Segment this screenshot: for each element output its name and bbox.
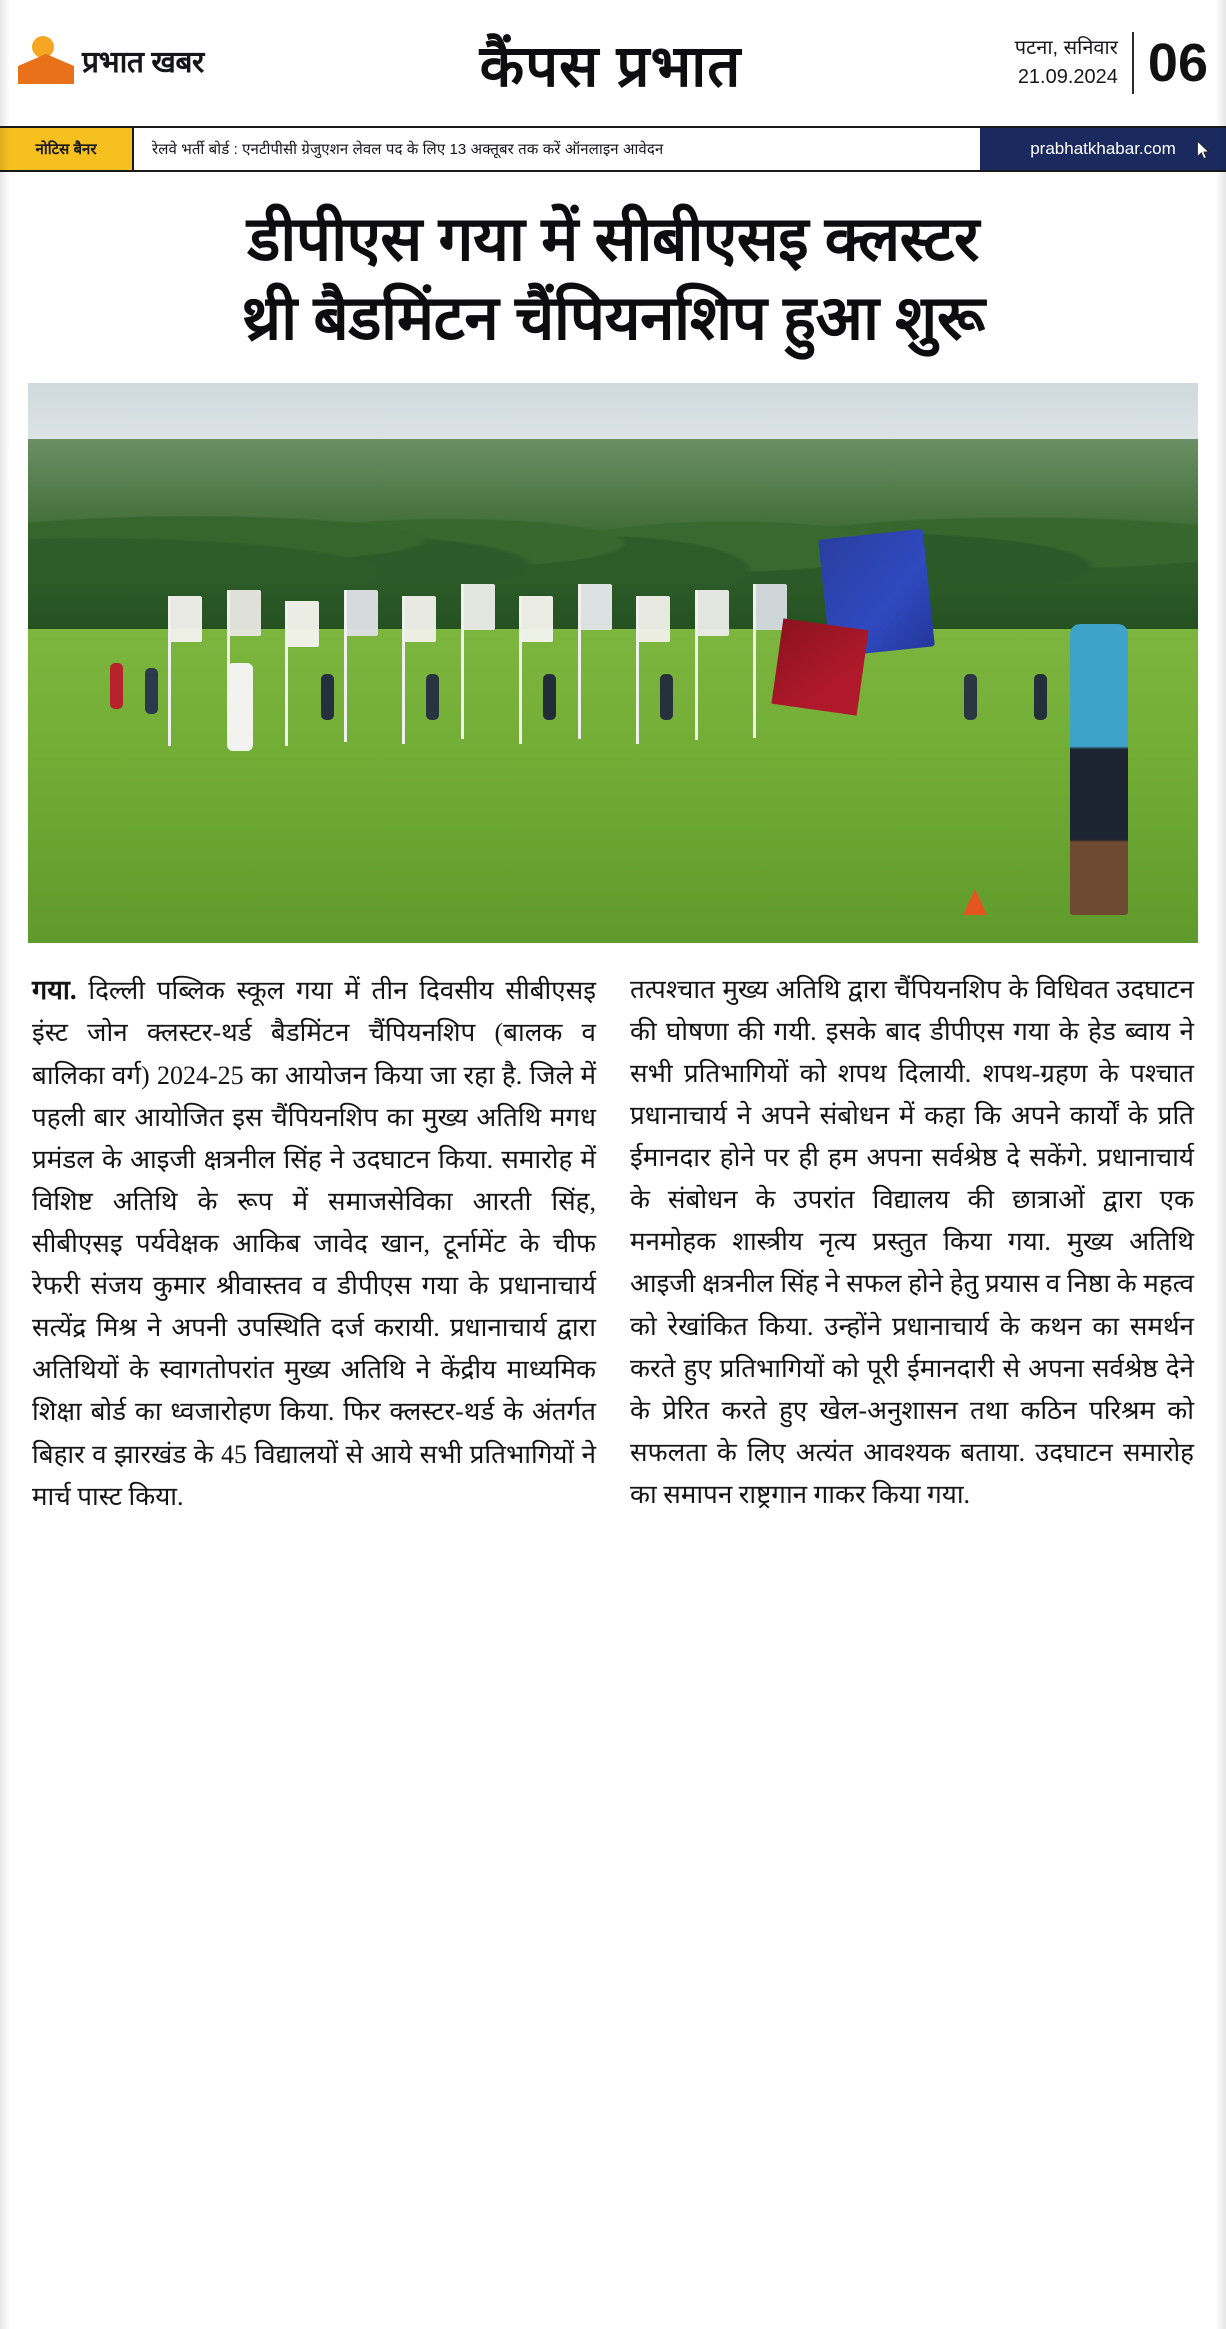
article-headline bbox=[28, 200, 1198, 359]
masthead-divider bbox=[1132, 32, 1134, 94]
article bbox=[0, 172, 1226, 1518]
article-column-1 bbox=[32, 969, 596, 1518]
article-body bbox=[28, 969, 1198, 1518]
headline-line-1: डीपीएस गया में सीबीएसइ क्लस्टर bbox=[247, 205, 979, 274]
edition-date: 21.09.2024 bbox=[1017, 66, 1118, 88]
article-column-2 bbox=[630, 969, 1194, 1518]
mouse-cursor-icon bbox=[1196, 140, 1210, 160]
article-photo bbox=[28, 383, 1198, 943]
website-link[interactable] bbox=[980, 128, 1226, 170]
masthead bbox=[0, 0, 1226, 128]
notice-banner-text: रेलवे भर्ती बोर्ड : एनटीपीसी ग्रेजुएशन लेवल पद के लिए 13 अक्तूबर तक करें ऑनलाइन आवेदन bbox=[152, 141, 664, 158]
website-url: prabhatkhabar.com bbox=[1030, 139, 1176, 158]
edition-info bbox=[958, 32, 1208, 94]
article-dateline: गया. bbox=[32, 974, 77, 1005]
notice-banner-tag: नोटिस बैनर bbox=[0, 128, 134, 170]
notice-banner bbox=[0, 128, 1226, 172]
publication-name: प्रभात खबर bbox=[82, 46, 204, 79]
page-number: 06 bbox=[1147, 33, 1208, 93]
headline-line-2: थ्री बैडमिंटन चैंपियनशिप हुआ शुरू bbox=[241, 284, 985, 354]
section-title: कैंपस प्रभात bbox=[479, 33, 742, 99]
article-column-2-text: तत्पश्चात मुख्य अतिथि द्वारा चैंपियनशिप के विधिवत उदघाटन की घोषणा की गयी. इसके बाद डीपीएस गया के हेड ब्वाय ने सभी प्रतिभागियों को शपथ दिलायी. शपथ-ग्रहण के पश्चात प्रधानाचार्य ने अपने संबोधन में कहा कि अपने कार्यों के प्रति ईमानदार होने पर ही हम अपना सर्वश्रेष्ठ दे सकेंगे. प्रधानाचार्य के संबोधन के उपरांत विद्यालय की छात्राओं द्वारा एक मनमोहक शास्त्रीय नृत्य प्रस्तुत किया गया. मुख्य अतिथि आइजी क्षत्रनील सिंह ने सफल होने हेतु प्रयास व निष्ठा के महत्व को रेखांकित किया. उन्होंने प्रधानाचार्य के कथन का समर्थन करते हुए प्रतिभागियों को पूरी ईमानदारी से अपना सर्वश्रेष्ठ देने के प्रेरित करते हुए खेल-अनुशासन तथा कठिन परिश्रम को सफलता के लिए अत्यंत आवश्यक बताया. उदघाटन समारोह का समापन राष्ट्रगान गाकर किया गया. bbox=[630, 974, 1194, 1510]
edition-place: पटना, सनिवार bbox=[1014, 37, 1118, 59]
sunrise-logo-icon bbox=[18, 34, 74, 92]
article-column-1-text: दिल्ली पब्लिक स्कूल गया में तीन दिवसीय सीबीएसइ इंस्ट जोन क्लस्टर-थर्ड बैडमिंटन चैंपियनशिप (बालक व बालिका वर्ग) 2024-25 का आयोजन किया जा रहा है. जिले में पहली बार आयोजित इस चैंपियनशिप का मुख्य अतिथि मगध प्रमंडल के आइजी क्षत्रनील सिंह ने उदघाटन किया. समारोह में विशिष्ट अतिथि के रूप में समाजसेविका आरती सिंह, सीबीएसइ पर्यवेक्षक आकिब जावेद खान, टूर्नामेंट के चीफ रेफरी संजय कुमार श्रीवास्तव व डीपीएस गया के प्रधानाचार्य सत्येंद्र मिश्र ने अपनी उपस्थिति दर्ज करायी. प्रधानाचार्य द्वारा अतिथियों के स्वागतोपरांत मुख्य अतिथि ने केंद्रीय माध्यमिक शिक्षा बोर्ड का ध्वजारोहण किया. फिर क्लस्टर-थर्ड के अंतर्गत बिहार व झारखंड के 45 विद्यालयों से आये सभी प्रतिभागियों ने मार्च पास्ट किया. bbox=[32, 975, 596, 1511]
publication-logo[interactable] bbox=[18, 34, 263, 92]
